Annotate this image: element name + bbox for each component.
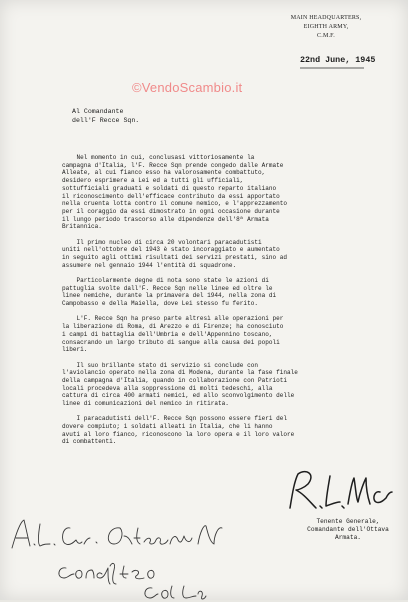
letterhead bbox=[276, 14, 376, 41]
watermark: ©VendoScambio.it bbox=[132, 80, 243, 95]
date-underline bbox=[300, 66, 370, 70]
signer-title: Comandante dell'Ottava Armata. bbox=[307, 526, 389, 541]
letterhead-line-3: C.M.F. bbox=[317, 33, 335, 39]
paragraph: Il suo brillante stato di servizio si conclude con l'aviolancio operato nella zona di Modena, durante la fase finale della campagna d'Italia, quando in collaborazione con Patrioti locali procedeva alla soppressione di molti tedeschi, alla cattura di circa 400 armati nemici, ed allo sconvolgimento delle linee di comunicazioni del nemico in ritirata. bbox=[62, 361, 298, 408]
letterhead-line-1: MAIN HEADQUARTERS, bbox=[290, 15, 362, 21]
recipient-line-2: dell'F Recce Sqn. bbox=[72, 116, 140, 124]
paragraph: L'F. Recce Sqn ha preso parte altresì alle operazioni per la liberazione di Roma, di Arezzo e di Firenze; ha conosciuto i campi di battaglia dell'Umbria e dell'Appennino toscano, consacrando un largo tributo di sangue alla causa dei popoli liberi. bbox=[62, 315, 284, 354]
letter-date: 22nd June, 1945 bbox=[300, 55, 376, 65]
recipient-line-1: Al Comandante bbox=[72, 108, 124, 115]
signature-block bbox=[300, 518, 396, 542]
letterhead-line-2: EIGHTH ARMY, bbox=[303, 24, 349, 30]
letter-body bbox=[62, 154, 362, 454]
paragraph: Particolarmente degne di nota sono state le azioni di pattuglia svolte dall'F. Recce Sqn nelle linee ed oltre le linee nemiche, durante la primavera del 1944, nella zona di Campobasso e della Maiella, dove Lei stesso fu ferito. bbox=[62, 277, 277, 308]
paragraph: Il primo nucleo di circa 20 volontari paracadutisti uniti nell'ottobre del 1943 è stato incoraggiato e aumentato in seguito agli ottimi risultati dei servizi prestati, sino ad assumere nel gennaio 1944 l'entità di squadrone. bbox=[62, 238, 287, 269]
signer-rank: Tenente Generale, bbox=[316, 518, 380, 525]
recipient-block bbox=[72, 108, 139, 125]
paragraph: Nel momento in cui, conclusasi vittoriosamente la campagna d'Italia, l'F. Recce Sqn prende congedo dalle Armate Alleate, al cui fianco esso ha valorosamente combattuto, desidero esprimere a Lei ed a tutti gli ufficiali, sottufficiali graduati e soldati di questo reparto italiano il riconoscimento dell'efficace contributo da essi apportato nella cruenta lotta contro il comune nemico, e l'apprezzamento per il coraggio da essi dimostrato in ogni occasione durante il lungo periodo trascorso alle dipendenze dell'8ª Armata Britannica. bbox=[62, 154, 287, 231]
handwritten-dedication-line-1 bbox=[10, 514, 230, 554]
handwritten-signature bbox=[284, 468, 394, 512]
handwritten-dedication-line-3 bbox=[140, 582, 210, 602]
paragraph: I paracadutisti dell'F. Recce Sqn possono essere fieri del dovere compiuto; i soldati alleati in Italia, che li hanno avuti al loro fianco, riconoscono la loro opera e il loro valore di combattenti. bbox=[62, 415, 295, 446]
